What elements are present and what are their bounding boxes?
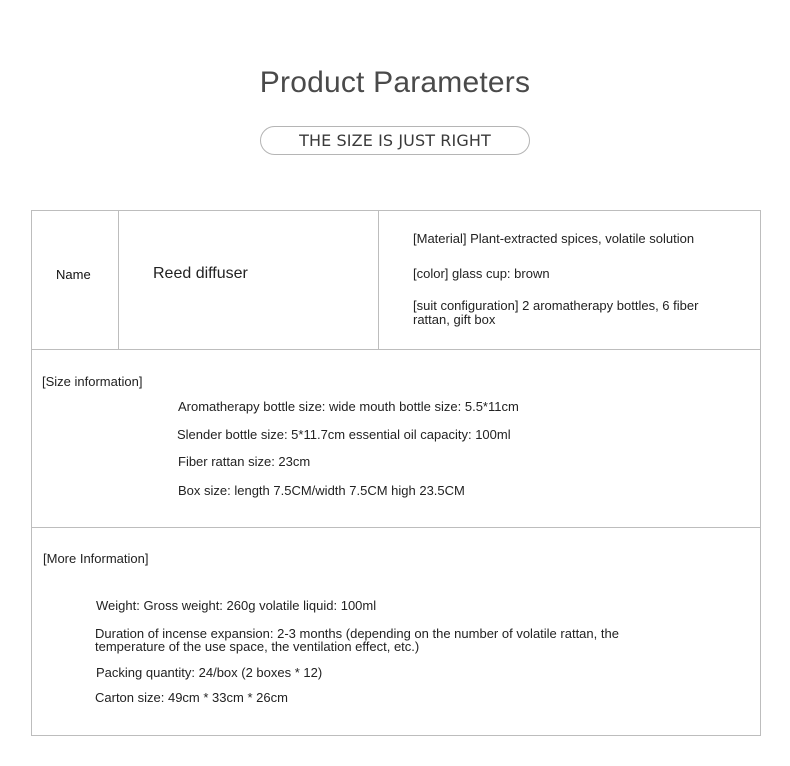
size-line-aromatherapy-bottle: Aromatherapy bottle size: wide mouth bottle size: 5.5*11cm [178,399,519,414]
name-label: Name [56,267,91,282]
more-information-heading: [More Information] [43,551,149,566]
size-line-slender-bottle: Slender bottle size: 5*11.7cm essential oil capacity: 100ml [177,427,511,442]
spec-material: [Material] Plant-extracted spices, volatile solution [413,231,695,246]
table-row-name [32,211,760,350]
table-row-size-information [32,350,760,528]
subtitle-pill: THE SIZE IS JUST RIGHT [260,126,530,155]
more-line-packing-quantity: Packing quantity: 24/box (2 boxes * 12) [96,665,323,680]
more-line-weight: Weight: Gross weight: 260g volatile liquid: 100ml [96,598,377,613]
product-parameters-table [31,210,761,736]
table-row-more-information [32,528,760,735]
spec-suit-configuration: [suit configuration] 2 aromatherapy bottles, 6 fiber rattan, gift box [413,298,699,327]
size-line-box: Box size: length 7.5CM/width 7.5CM high 23.5CM [178,483,465,498]
size-line-fiber-rattan: Fiber rattan size: 23cm [178,454,311,469]
product-name: Reed diffuser [153,265,248,282]
name-label-cell [32,211,119,349]
more-line-carton-size: Carton size: 49cm * 33cm * 26cm [95,690,288,705]
page-title: Product Parameters [259,66,531,99]
product-name-cell [119,211,379,349]
more-line-duration: Duration of incense expansion: 2-3 months (depending on the number of volatile rattan, the temperature of the use space, the ventilation effect, etc.) [95,626,619,654]
spec-color: [color] glass cup: brown [413,266,550,281]
specs-cell [379,211,762,349]
size-information-heading: [Size information] [42,374,143,389]
